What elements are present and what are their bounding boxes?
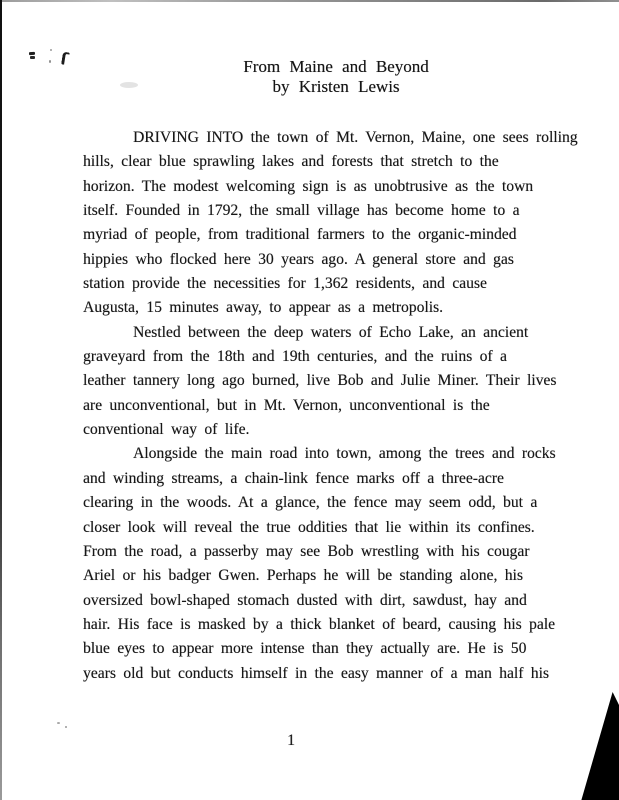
ink-speck <box>29 52 35 55</box>
ink-speck <box>65 726 67 728</box>
text-line: hippies who flocked here 30 years ago. A general store and gas <box>83 250 514 268</box>
text-line: blue eyes to appear more intense than they actually are. He is 50 <box>83 640 527 658</box>
paragraph <box>83 321 573 443</box>
text-line: conventional way of life. <box>83 421 250 439</box>
text-line: graveyard from the 18th and 19th centuries, and the ruins of a <box>83 348 507 366</box>
text-line: clearing in the woods. At a glance, the fence may seem odd, but a <box>83 494 538 512</box>
text-line: years old but conducts himself in the easy manner of a man half his <box>83 664 549 682</box>
scan-top-edge-artifact <box>0 0 619 2</box>
scan-corner-artifact <box>579 692 619 800</box>
text-line: hair. His face is masked by a thick blanket of beard, causing his pale <box>83 615 556 633</box>
text-line: Ariel or his badger Gwen. Perhaps he will be standing alone, his <box>83 567 523 585</box>
ink-speck <box>49 60 51 63</box>
document-title: From Maine and Beyond <box>243 57 429 76</box>
text-line: From the road, a passerby may see Bob wrestling with his cougar <box>83 542 530 560</box>
ink-speck <box>57 722 60 724</box>
paragraph <box>83 442 573 685</box>
text-line: oversized bowl-shaped stomach dusted with dirt, sawdust, hay and <box>83 591 527 609</box>
text-line: horizon. The modest welcoming sign is as unobtrusive as the town <box>83 177 534 195</box>
text-line: hills, clear blue sprawling lakes and forests that stretch to the <box>83 153 499 171</box>
byline: by Kristen Lewis <box>272 76 400 96</box>
body-text <box>83 126 578 686</box>
ink-speck <box>50 49 52 51</box>
title-block <box>53 57 619 96</box>
text-line: are unconventional, but in Mt. Vernon, unconventional is the <box>83 396 490 414</box>
text-line: Alongside the main road into town, among the trees and rocks <box>133 445 556 463</box>
page-number: 1 <box>287 732 295 749</box>
text-line: and winding streams, a chain-link fence marks off a three-acre <box>83 469 504 487</box>
text-line: closer look will reveal the true oddities that lie within its confines. <box>83 518 535 536</box>
paragraph <box>83 126 578 321</box>
text-line: itself. Founded in 1792, the small village has become home to a <box>83 202 520 220</box>
text-line: station provide the necessities for 1,362 residents, and cause <box>83 275 487 293</box>
text-line: Nestled between the deep waters of Echo Lake, an ancient <box>133 323 529 341</box>
ink-speck <box>30 56 35 59</box>
text-line: Augusta, 15 minutes away, to appear as a metropolis. <box>83 299 444 317</box>
scan-left-edge-artifact <box>0 0 2 800</box>
text-line: myriad of people, from traditional farmers to the organic-minded <box>83 226 517 244</box>
text-line: leather tannery long ago burned, live Bob and Julie Miner. Their lives <box>83 372 557 390</box>
text-line: DRIVING INTO the town of Mt. Vernon, Maine, one sees rolling <box>133 129 578 146</box>
